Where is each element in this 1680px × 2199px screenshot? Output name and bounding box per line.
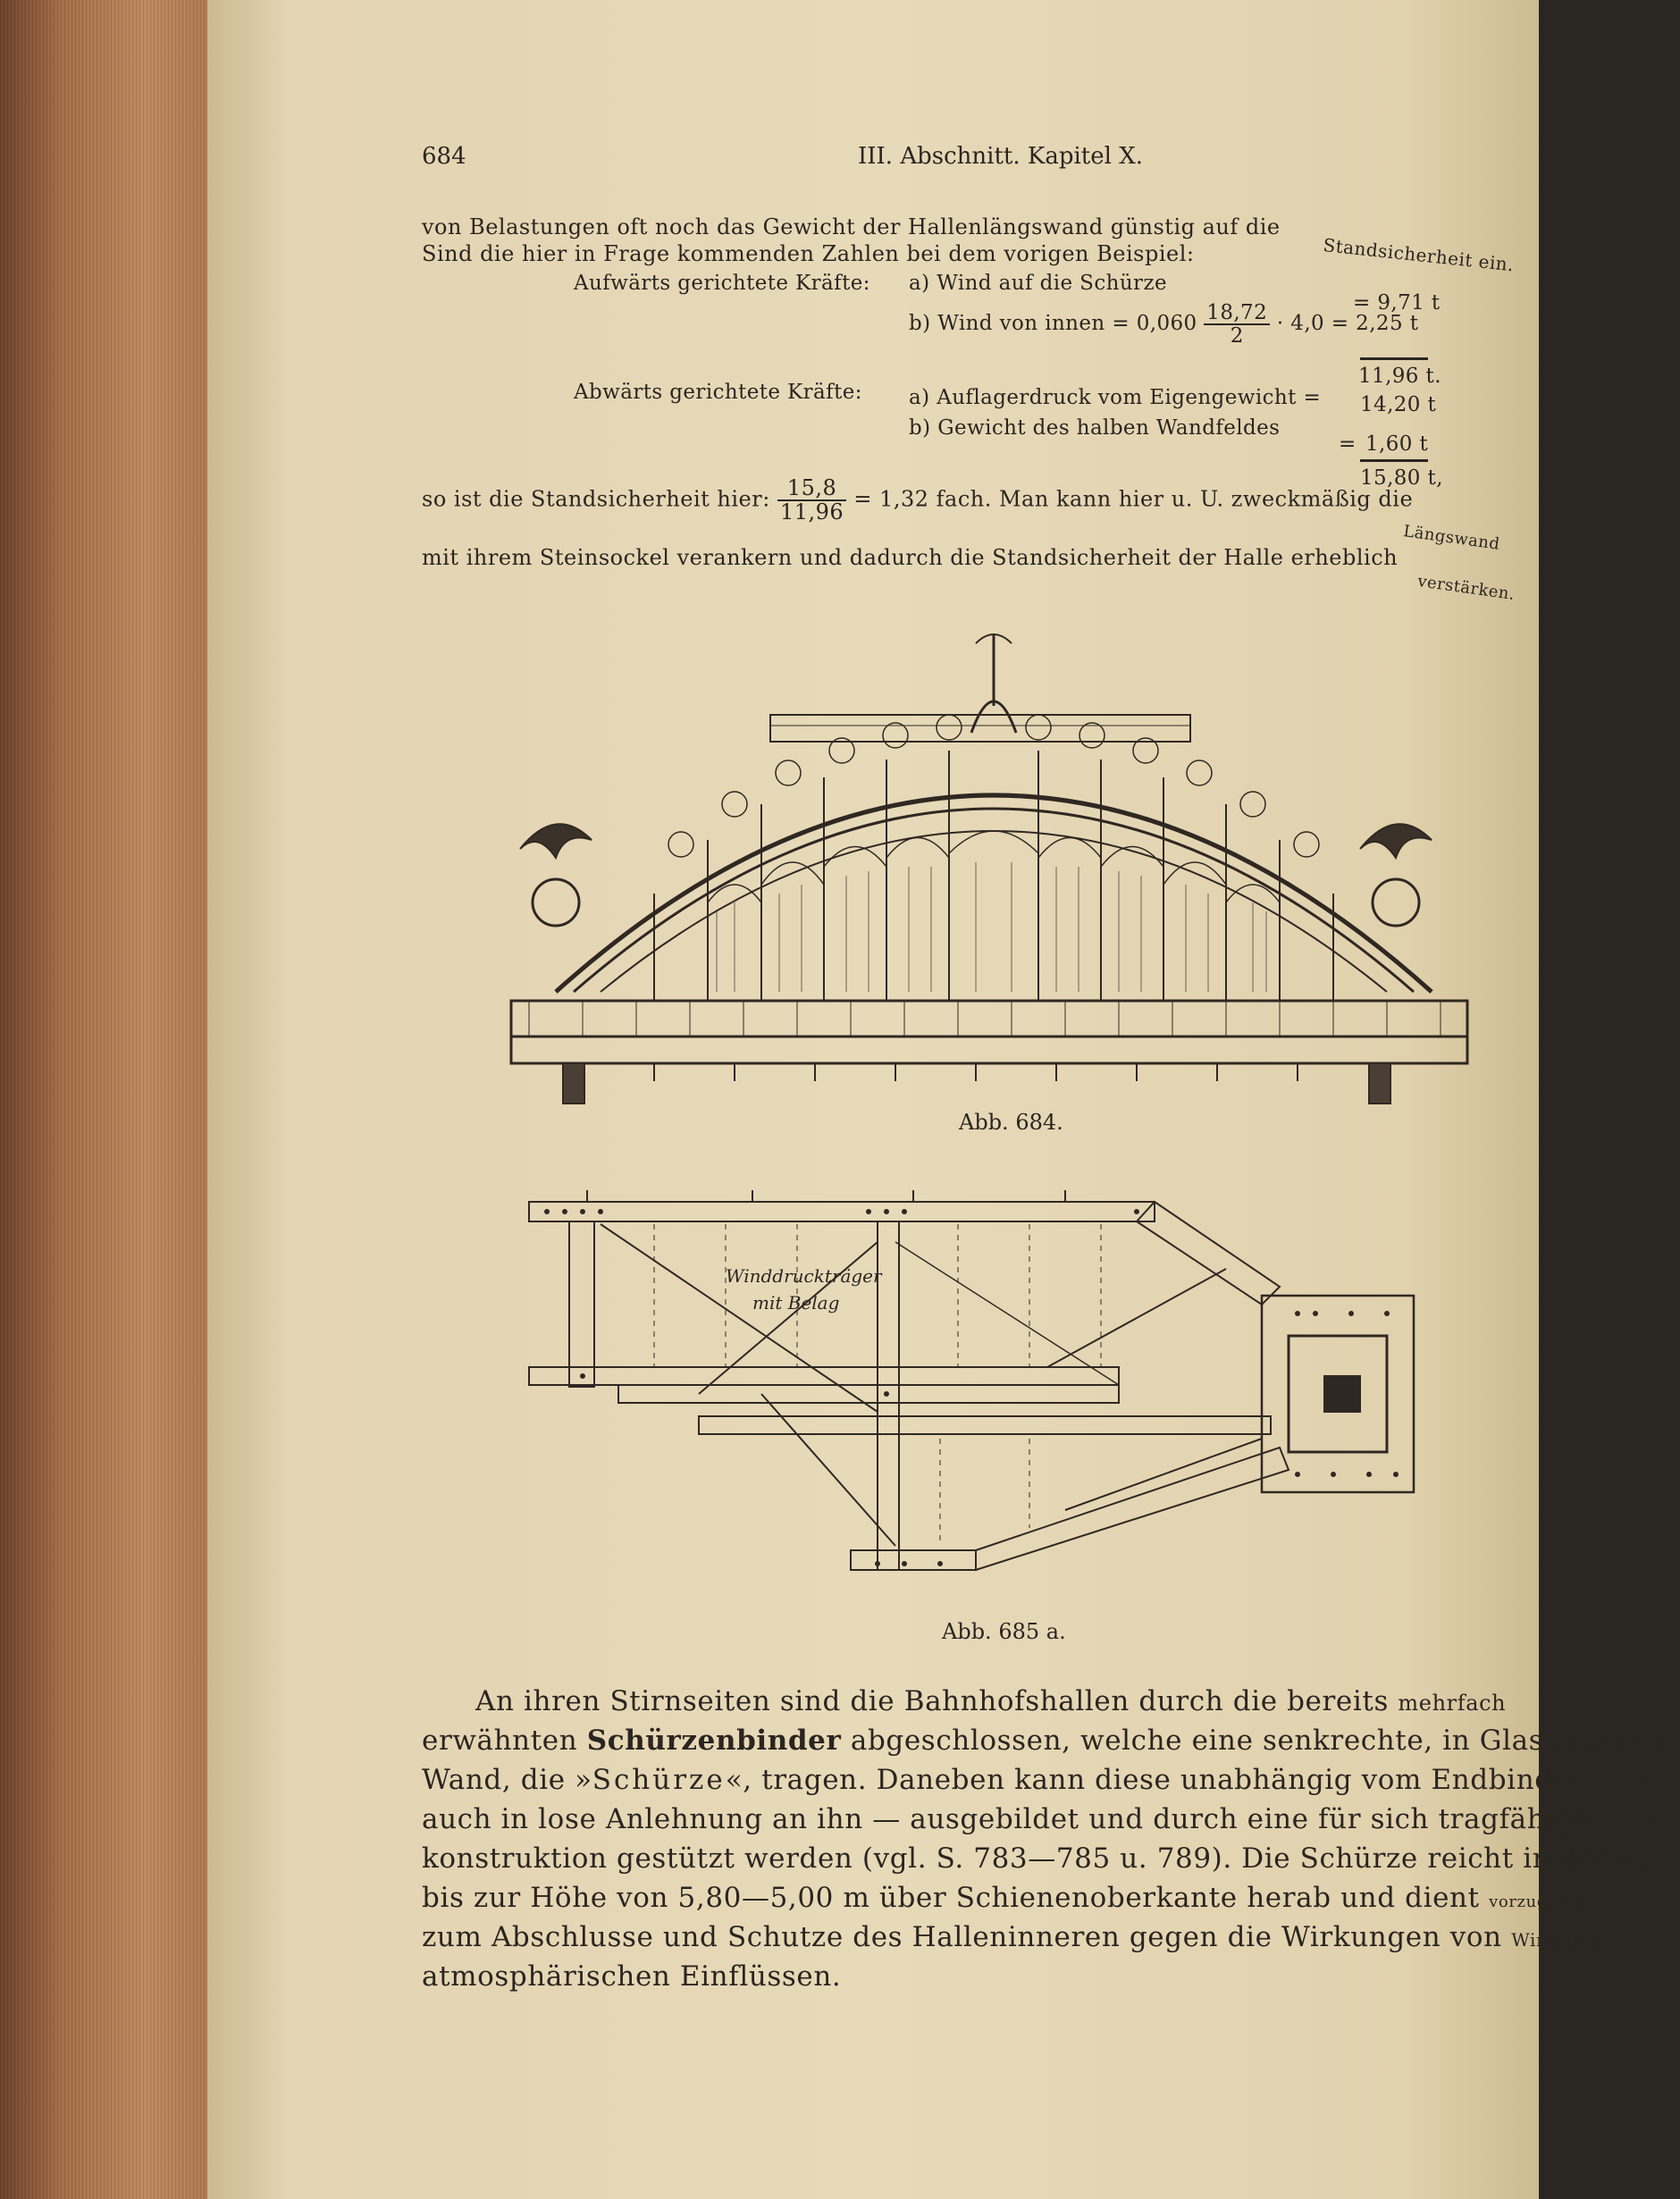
- up-force-b: [909, 302, 1418, 347]
- up-force-b-text: b) Wind von innen = 0,060: [909, 312, 1197, 336]
- up-force-b-denominator: 2: [1230, 324, 1244, 348]
- paragraph-line-1-curved: mehrfach: [1398, 1691, 1507, 1716]
- paragraph-line-4: [422, 1803, 1661, 1835]
- paragraph-line-4-curved: Unter-: [1599, 1811, 1662, 1833]
- page-number: 684: [422, 143, 466, 170]
- up-force-a-value: = 9,71 t: [1353, 291, 1441, 315]
- paragraph-line-2-rest: abgeschlossen, welche eine senkrechte, in Glas: [850, 1725, 1544, 1757]
- paragraph-line-2: [422, 1725, 1680, 1757]
- up-force-b-value: 2,25 t: [1356, 312, 1419, 336]
- paragraph-line-7: [422, 1921, 1602, 1953]
- result-denominator: 11,96: [779, 499, 844, 525]
- down-force-b-equals: =: [1339, 432, 1357, 456]
- down-force-a-value: 14,20 t: [1360, 393, 1437, 416]
- result-line-1: [422, 477, 1413, 524]
- paragraph-line-5-text: konstruktion gestützt werden (vgl. S. 783—785 u. 789). Die Schürze reicht in der: [422, 1842, 1609, 1875]
- paragraph-keyword: Schürzenbinder: [586, 1725, 842, 1757]
- paragraph-line-2-curved: eingedeckte: [1552, 1733, 1680, 1755]
- paragraph-line-7-text: zum Abschlusse und Schutze des Halleninneren gegen die Wirkungen von: [422, 1921, 1502, 1953]
- up-forces-sum: 11,96 t.: [1358, 365, 1441, 388]
- figure-685a-caption: Abb. 685 a.: [942, 1619, 1066, 1644]
- paragraph-line-6-curved: vorzugsweise: [1489, 1893, 1606, 1911]
- figure-685a-wind-truss-plan: [493, 1188, 1494, 1617]
- paragraph-line-3-text: Wand, die »: [422, 1764, 592, 1796]
- paragraph-line-4-text: auch in lose Anlehnung an ihn — ausgebildet und durch eine für sich tragfähige: [422, 1803, 1591, 1835]
- paragraph-line-1: [475, 1685, 1506, 1717]
- paragraph-line-2-text: erwähnten: [422, 1725, 578, 1757]
- paragraph-line-8: atmosphärischen Einflüssen.: [422, 1960, 842, 1993]
- paragraph-line-3-rest: «, tragen. Daneben kann diese unabhängig vom Endbinder –: [725, 1764, 1608, 1796]
- paragraph-line-7-curved: Wind und: [1511, 1929, 1603, 1951]
- up-force-b-tail: · 4,0 =: [1276, 312, 1349, 336]
- intro-line-1: von Belastungen oft noch das Gewicht der Hallenlängswand günstig auf die: [422, 214, 1281, 239]
- intro-line-1-curved: Standsicherheit ein.: [1322, 234, 1516, 276]
- down-force-b: b) Gewicht des halben Wandfeldes: [909, 416, 1281, 440]
- intro-line-2: Sind die hier in Frage kommenden Zahlen bei dem vorigen Beispiel:: [422, 241, 1195, 266]
- paragraph-line-6: [422, 1882, 1606, 1914]
- figure-684-caption: Abb. 684.: [959, 1110, 1063, 1135]
- up-forces-label: Aufwärts gerichtete Kräfte:: [574, 272, 870, 295]
- running-title: III. Abschnitt. Kapitel X.: [858, 143, 1143, 170]
- book-page-edges: [0, 0, 207, 2199]
- paragraph-spaced-term: Schürze: [592, 1764, 726, 1796]
- figure-684-hall-facade: [475, 608, 1485, 1108]
- up-force-a: a) Wind auf die Schürze: [909, 272, 1167, 295]
- book-page: [207, 0, 1680, 2199]
- paragraph-line-5: [422, 1842, 1673, 1875]
- down-sum-rule: [1360, 459, 1428, 462]
- result-numerator: 15,8: [777, 477, 846, 501]
- up-force-b-numerator: 18,72: [1204, 302, 1270, 325]
- figure-685a-label-line-2: mit Belag: [752, 1292, 840, 1314]
- paragraph-line-3: [422, 1764, 1661, 1796]
- up-sum-rule: [1360, 357, 1428, 360]
- result-line-2: mit ihrem Steinsockel verankern und dadurch die Standsicherheit der Halle erheblich: [422, 545, 1399, 570]
- result-tail: = 1,32 fach. Man kann hier u. U. zweckmäßig die: [853, 486, 1414, 512]
- paragraph-line-5-curved: Regel: [1618, 1851, 1674, 1872]
- result-line-2-curved: verstärken.: [1416, 572, 1516, 605]
- up-force-b-fraction: [1204, 302, 1270, 347]
- paragraph-line-6-text: bis zur Höhe von 5,80—5,00 m über Schienenoberkante herab und dient: [422, 1882, 1480, 1914]
- paragraph-line-3-curved: u. U.: [1617, 1772, 1662, 1793]
- figure-685a-label-line-1: Winddruckträger: [726, 1265, 882, 1287]
- down-forces-label: Abwärts gerichtete Kräfte:: [574, 381, 862, 404]
- result-line-1-curved: Längswand: [1402, 522, 1501, 554]
- paragraph-line-1-text: An ihren Stirnseiten sind die Bahnhofshallen durch die bereits: [475, 1685, 1389, 1717]
- down-force-b-value: 1,60 t: [1365, 432, 1429, 456]
- down-force-a: a) Auflagerdruck vom Eigengewicht =: [909, 386, 1322, 409]
- down-forces-sum: 15,80 t,: [1360, 466, 1443, 490]
- result-text: so ist die Standsicherheit hier:: [422, 486, 770, 512]
- result-fraction: [777, 477, 846, 524]
